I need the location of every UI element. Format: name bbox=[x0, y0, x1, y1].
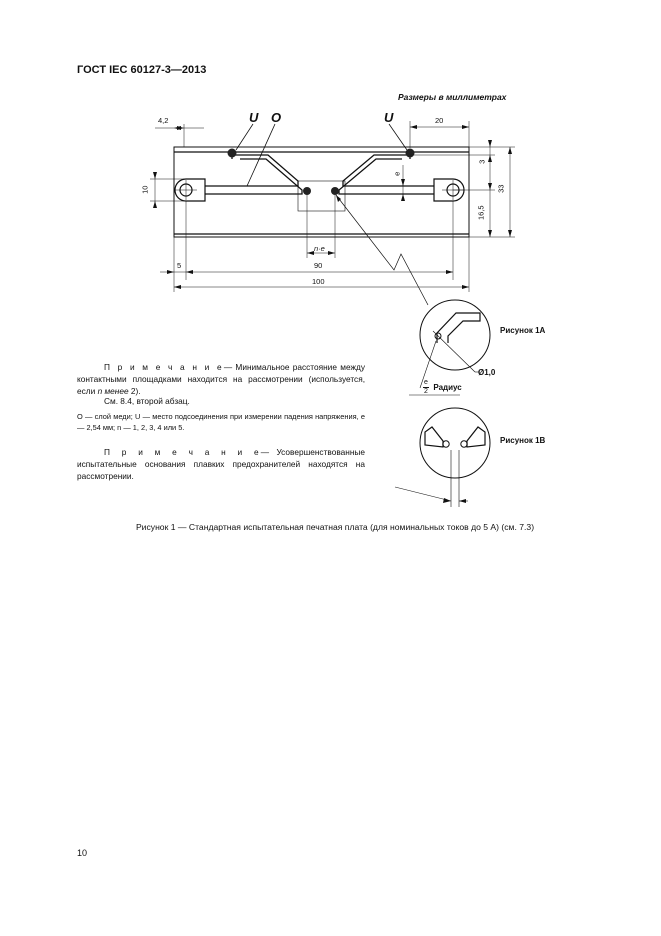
units-note: Размеры в миллиметрах bbox=[398, 92, 507, 102]
detail-1a-circle bbox=[420, 300, 490, 370]
note-1-text: — Минимальное расстояние между контактными площадками находится на рассмотрении (используется, если bbox=[77, 362, 365, 396]
board-outline bbox=[174, 147, 469, 237]
document-header: ГОСТ IEC 60127-3—2013 bbox=[77, 64, 207, 76]
note-2-head: П р и м е ч а н и е bbox=[104, 447, 261, 457]
note-1-italic: n менее bbox=[97, 385, 129, 396]
dim-33: 33 bbox=[496, 184, 506, 193]
dim-e: e bbox=[392, 171, 402, 176]
dim-5: 5 bbox=[177, 261, 182, 270]
diameter-label: Ø1,0 bbox=[478, 368, 496, 377]
dim-3: 3 bbox=[477, 159, 487, 164]
figure-1a-label: Рисунок 1А bbox=[500, 326, 546, 335]
dim-20: 20 bbox=[435, 116, 444, 125]
o-label: O bbox=[271, 110, 282, 125]
dim-16-5: 16,5 bbox=[476, 205, 486, 221]
radius-fraction bbox=[423, 379, 429, 396]
pad-u-left bbox=[228, 149, 237, 158]
note-2-text: — Усовершенствованные испытательные основания плавких предохранителей находятся на рассмотрении. bbox=[77, 447, 365, 481]
u-label-left: U bbox=[249, 110, 259, 125]
legend-note: O — слой меди; U — место подсоединения при измерении падения напряжения, e — 2,54 мм; n — 1, 2, 3, 4 или 5. bbox=[77, 412, 365, 432]
figure-caption: Рисунок 1 — Стандартная испытательная печатная плата (для номинальных токов до 5 А) (см. 7.3) bbox=[135, 522, 535, 532]
radius-word: Радиус bbox=[433, 382, 462, 392]
u-label-right: U bbox=[384, 110, 394, 125]
pad-fuse-right bbox=[331, 187, 339, 195]
dim-n-e: n·e bbox=[314, 244, 325, 253]
note-1-tail: 2). bbox=[130, 385, 141, 396]
figure-1b-label: Рисунок 1В bbox=[500, 436, 546, 445]
fraction-denominator: 2 bbox=[424, 388, 428, 396]
dim-10: 10 bbox=[140, 185, 150, 194]
copper-track-right-inner bbox=[339, 159, 434, 194]
detail-1b-circle bbox=[420, 408, 490, 478]
fraction-numerator: e bbox=[424, 379, 428, 387]
radius-label bbox=[423, 379, 462, 397]
note-1 bbox=[77, 362, 365, 397]
copper-track-left-inner bbox=[205, 159, 302, 194]
dim-100: 100 bbox=[312, 277, 325, 286]
note-2 bbox=[77, 447, 365, 482]
dim-90: 90 bbox=[314, 261, 323, 270]
page-number: 10 bbox=[77, 848, 88, 858]
dim-4-2: 4,2 bbox=[158, 116, 169, 125]
see-also-note: См. 8.4, второй абзац. bbox=[104, 396, 190, 406]
note-1-head: П р и м е ч а н и е bbox=[104, 362, 224, 372]
pad-fuse-left bbox=[303, 187, 311, 195]
